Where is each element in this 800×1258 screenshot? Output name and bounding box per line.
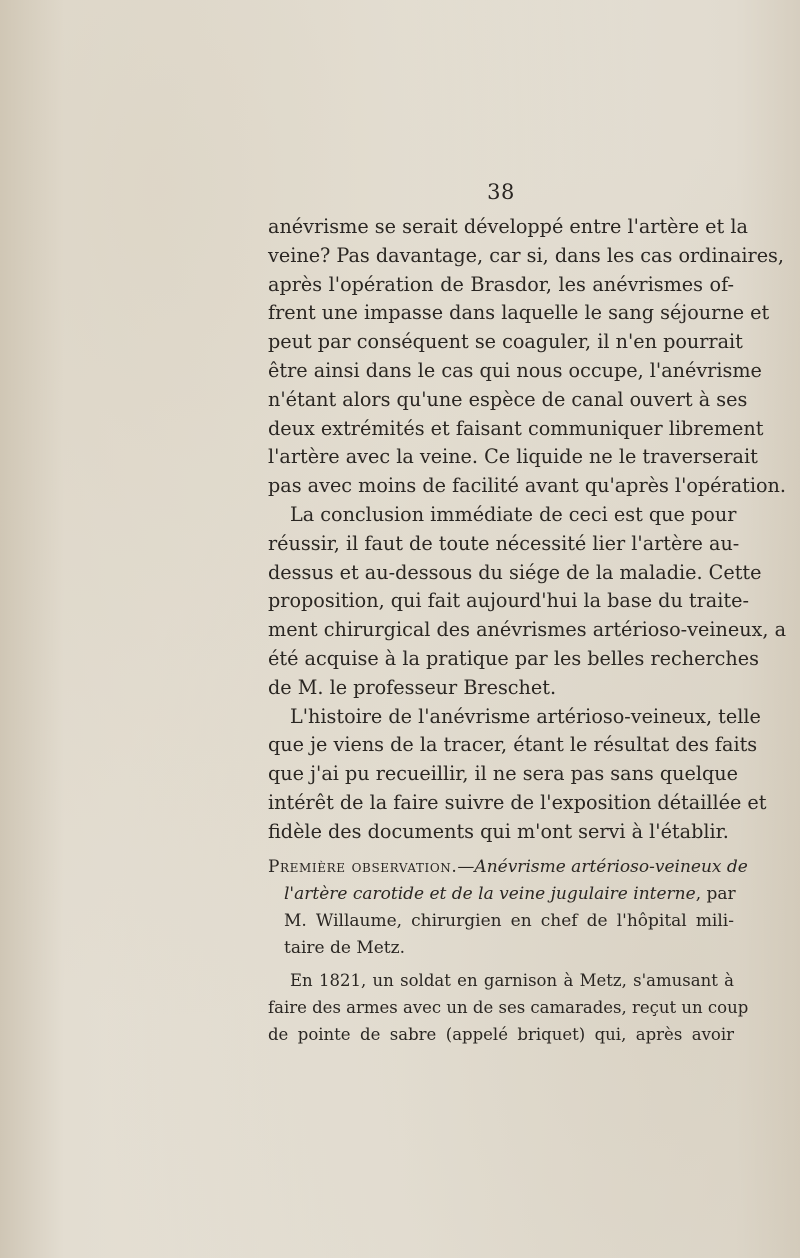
text-line: peut par conséquent se coaguler, il n'en pourrait: [268, 330, 743, 354]
text-line: fidèle des documents qui m'ont servi à l'établir.: [268, 819, 729, 843]
text-line: réussir, il faut de toute nécessité lier l'artère au-: [268, 531, 740, 555]
text-line: n'étant alors qu'une espèce de canal ouvert à ses: [268, 387, 748, 411]
paragraph-start-line: L'histoire de l'anévrisme artérioso-veineux, telle: [290, 704, 761, 728]
observation-line: taire de Metz.: [284, 938, 406, 958]
body-text: [268, 213, 787, 847]
text-line: été acquise à la pratique par les belles recherches: [268, 646, 759, 670]
page-number: 38: [487, 180, 515, 204]
observation-heading-block: [268, 854, 748, 962]
paragraph-start-line: En 1821, un soldat en garnison à Metz, s'amusant à: [290, 971, 734, 990]
case-text: [268, 967, 749, 1048]
text-line: faire des armes avec un de ses camarades, reçut un coup: [268, 998, 749, 1017]
text-line: après l'opération de Brasdor, les anévrismes of-: [268, 272, 734, 296]
text-line: proposition, qui fait aujourd'hui la base du traite-: [268, 589, 749, 613]
text-line: de pointe de sabre (appelé briquet) qui, après avoir: [268, 1025, 734, 1044]
paragraph-start-line: La conclusion immédiate de ceci est que pour: [290, 502, 737, 526]
text-line: ment chirurgical des anévrismes artérioso-veineux, a: [268, 618, 787, 642]
text-line: deux extrémités et faisant communiquer librement: [268, 416, 764, 440]
text-line: dessus et au-dessous du siége de la maladie. Cette: [268, 560, 762, 584]
observation-dash: —: [457, 857, 475, 877]
text-line: intérêt de la faire suivre de l'exposition détaillée et: [268, 790, 767, 814]
text-line: anévrisme se serait développé entre l'artère et la: [268, 215, 748, 238]
observation-by: , par: [695, 884, 736, 904]
text-line: veine? Pas davantage, car si, dans les cas ordinaires,: [268, 243, 784, 267]
text-line: de M. le professeur Breschet.: [268, 675, 557, 699]
observation-line: [268, 881, 734, 908]
text-line: que je viens de la tracer, étant le résultat des faits: [268, 733, 758, 757]
text-line: frent une impasse dans laquelle le sang séjourne et: [268, 301, 770, 325]
observation-title-cont: l'artère carotide et de la veine jugulaire interne: [284, 884, 696, 904]
text-line: être ainsi dans le cas qui nous occupe, l'anévrisme: [268, 358, 762, 382]
text-line: que j'ai pu recueillir, il ne sera pas sans quelque: [268, 762, 739, 786]
observation-line: M. Willaume, chirurgien en chef de l'hôpital mili-: [284, 911, 734, 931]
observation-title: Anévrisme artérioso-veineux de: [474, 857, 748, 877]
text-line: l'artère avec la veine. Ce liquide ne le traverserait: [268, 445, 758, 469]
observation-line: [268, 854, 748, 881]
text-line: pas avec moins de facilité avant qu'après l'opération.: [268, 474, 786, 498]
observation-label: Première observation.: [268, 857, 458, 877]
